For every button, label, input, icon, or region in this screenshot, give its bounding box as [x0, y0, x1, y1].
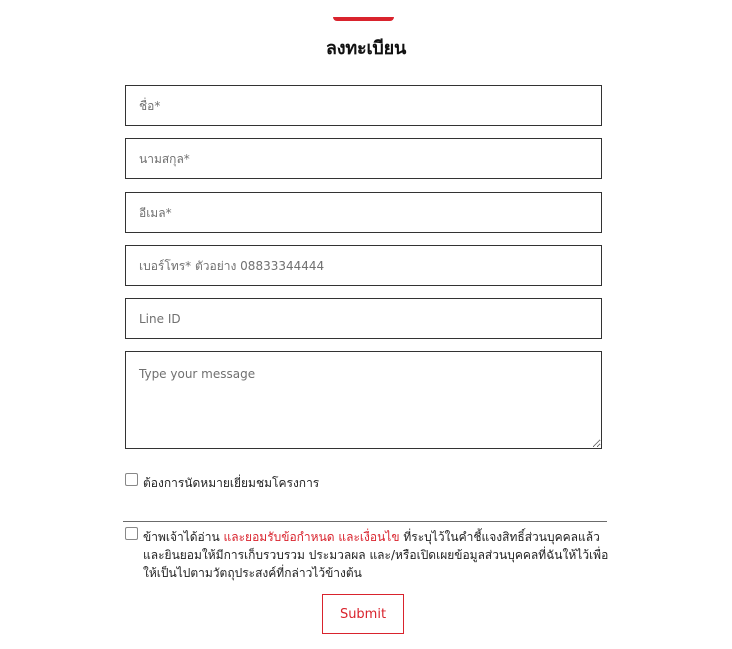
line-id-input[interactable] — [125, 298, 602, 339]
consent-checkbox[interactable] — [125, 527, 138, 540]
appointment-checkbox[interactable] — [125, 473, 138, 486]
appointment-checkbox-label[interactable]: ต้องการนัดหมายเยี่ยมชมโครงการ — [143, 476, 320, 490]
title-accent-bar — [333, 17, 394, 21]
consent-divider — [123, 521, 607, 522]
message-textarea[interactable] — [125, 351, 602, 449]
terms-link[interactable]: และยอมรับข้อกำหนด และเงื่อนไข — [223, 530, 400, 544]
first-name-input[interactable] — [125, 85, 602, 126]
submit-button[interactable]: Submit — [322, 594, 404, 634]
phone-input[interactable] — [125, 245, 602, 286]
consent-text-before: ข้าพเจ้าได้อ่าน — [143, 530, 224, 544]
consent-text — [143, 528, 613, 582]
last-name-input[interactable] — [125, 138, 602, 179]
email-input[interactable] — [125, 192, 602, 233]
page-title: ลงทะเบียน — [325, 38, 407, 59]
consent-text-after: ที่ระบุไว้ในคำชี้แจงสิทธิ์ส่วนบุคคลแล้ว และยินยอมให้มีการเก็บรวบรวม ประมวลผล และ/หรือเปิดเผยข้อมูลส่วนบุคคลที่ฉันให้ไว้เพื่อให้เป็นไปตามวัตถุประสงค์ที่กล่าวไว้ข้างต้น — [143, 530, 609, 580]
